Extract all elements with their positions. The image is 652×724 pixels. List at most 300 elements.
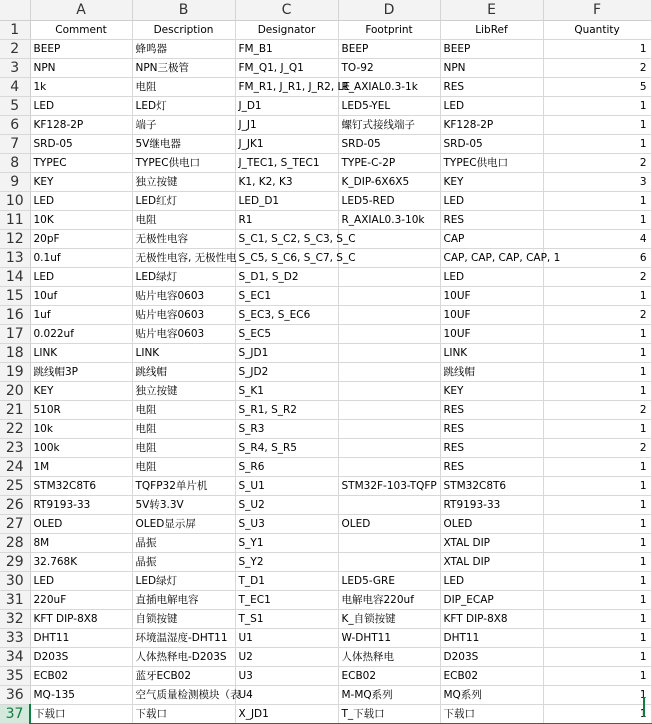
row-number-22[interactable]: 22 xyxy=(0,420,30,439)
cell-e34[interactable]: D203S xyxy=(440,648,543,667)
cell-e30[interactable]: LED xyxy=(440,572,543,591)
row-number-5[interactable]: 5 xyxy=(0,97,30,116)
row-number-27[interactable]: 27 xyxy=(0,515,30,534)
row-number-2[interactable]: 2 xyxy=(0,40,30,59)
cell-d7[interactable]: SRD-05 xyxy=(338,135,440,154)
cell-f4[interactable]: 5 xyxy=(543,78,651,97)
cell-a24[interactable]: 1M xyxy=(30,458,132,477)
cell-e37[interactable]: 下载口 xyxy=(440,705,543,724)
row-number-20[interactable]: 20 xyxy=(0,382,30,401)
cell-b20[interactable]: 独立按键 xyxy=(132,382,235,401)
cell-d1[interactable]: Footprint xyxy=(338,21,440,40)
row-number-11[interactable]: 11 xyxy=(0,211,30,230)
row-number-25[interactable]: 25 xyxy=(0,477,30,496)
row-number-1[interactable]: 1 xyxy=(0,21,30,40)
table-row xyxy=(0,382,651,401)
header-data-row xyxy=(0,21,651,40)
cell-c26[interactable]: S_U2 xyxy=(235,496,338,515)
cell-c21[interactable]: S_R1, S_R2 xyxy=(235,401,338,420)
cell-b30[interactable]: LED绿灯 xyxy=(132,572,235,591)
cell-e12[interactable]: CAP xyxy=(440,230,543,249)
cell-c20[interactable]: S_K1 xyxy=(235,382,338,401)
cell-e21[interactable]: RES xyxy=(440,401,543,420)
table-row xyxy=(0,534,651,553)
table-row xyxy=(0,420,651,439)
cell-d29[interactable] xyxy=(338,553,440,572)
cell-c30[interactable]: T_D1 xyxy=(235,572,338,591)
cell-a36[interactable]: MQ-135 xyxy=(30,686,132,705)
cell-e25[interactable]: STM32C8T6 xyxy=(440,477,543,496)
cell-b14[interactable]: LED绿灯 xyxy=(132,268,235,287)
cell-f22[interactable]: 1 xyxy=(543,420,651,439)
table-row xyxy=(0,610,651,629)
cell-b37[interactable]: 下载口 xyxy=(132,705,235,724)
cell-a29[interactable]: 32.768K xyxy=(30,553,132,572)
table-row xyxy=(0,439,651,458)
cell-d6[interactable]: 螺钉式接线端子 xyxy=(338,116,440,135)
cell-e18[interactable]: LINK xyxy=(440,344,543,363)
row-number-29[interactable]: 29 xyxy=(0,553,30,572)
cell-f30[interactable]: 1 xyxy=(543,572,651,591)
table-row xyxy=(0,306,651,325)
table-row xyxy=(0,287,651,306)
table-row xyxy=(0,154,651,173)
cell-e16[interactable]: 10UF xyxy=(440,306,543,325)
cell-b36[interactable]: 空气质量检测模块（表 xyxy=(132,686,235,705)
cell-a7[interactable]: SRD-05 xyxy=(30,135,132,154)
cell-e27[interactable]: OLED xyxy=(440,515,543,534)
cell-a28[interactable]: 8M xyxy=(30,534,132,553)
table-row xyxy=(0,629,651,648)
cell-e29[interactable]: XTAL DIP xyxy=(440,553,543,572)
cell-f6[interactable]: 1 xyxy=(543,116,651,135)
cell-f29[interactable]: 1 xyxy=(543,553,651,572)
table-row xyxy=(0,705,651,724)
cell-d5[interactable]: LED5-YEL xyxy=(338,97,440,116)
table-row xyxy=(0,572,651,591)
cell-c17[interactable]: S_EC5 xyxy=(235,325,338,344)
table-row xyxy=(0,325,651,344)
cell-e22[interactable]: RES xyxy=(440,420,543,439)
cell-e33[interactable]: DHT11 xyxy=(440,629,543,648)
cell-c16[interactable]: S_EC3, S_EC6 xyxy=(235,306,338,325)
cell-b11[interactable]: 电阻 xyxy=(132,211,235,230)
row-number-10[interactable]: 10 xyxy=(0,192,30,211)
cell-e17[interactable]: 10UF xyxy=(440,325,543,344)
row-number-23[interactable]: 23 xyxy=(0,439,30,458)
cell-b34[interactable]: 人体热释电-D203S xyxy=(132,648,235,667)
table-row xyxy=(0,458,651,477)
cell-c8[interactable]: J_TEC1, S_TEC1 xyxy=(235,154,338,173)
cell-e20[interactable]: KEY xyxy=(440,382,543,401)
cell-f16[interactable]: 2 xyxy=(543,306,651,325)
cell-a5[interactable]: LED xyxy=(30,97,132,116)
table-row xyxy=(0,667,651,686)
cell-f3[interactable]: 2 xyxy=(543,59,651,78)
cell-a15[interactable]: 10uf xyxy=(30,287,132,306)
cell-f21[interactable]: 2 xyxy=(543,401,651,420)
cell-f28[interactable]: 1 xyxy=(543,534,651,553)
cell-b24[interactable]: 电阻 xyxy=(132,458,235,477)
cell-c19[interactable]: S_JD2 xyxy=(235,363,338,382)
cell-b28[interactable]: 晶振 xyxy=(132,534,235,553)
cell-b31[interactable]: 直插电解电容 xyxy=(132,591,235,610)
cell-d32[interactable]: K_自锁按键 xyxy=(338,610,440,629)
table-row xyxy=(0,135,651,154)
cell-f32[interactable]: 1 xyxy=(543,610,651,629)
cell-f36[interactable]: 1 xyxy=(543,686,651,705)
cell-c10[interactable]: LED_D1 xyxy=(235,192,338,211)
cell-d33[interactable]: W-DHT11 xyxy=(338,629,440,648)
cell-b23[interactable]: 电阻 xyxy=(132,439,235,458)
row-number-35[interactable]: 35 xyxy=(0,667,30,686)
cell-a3[interactable]: NPN xyxy=(30,59,132,78)
cell-a26[interactable]: RT9193-33 xyxy=(30,496,132,515)
table-row xyxy=(0,401,651,420)
cell-c1[interactable]: Designator xyxy=(235,21,338,40)
cell-b1[interactable]: Description xyxy=(132,21,235,40)
cell-a6[interactable]: KF128-2P xyxy=(30,116,132,135)
cell-f1[interactable]: Quantity xyxy=(543,21,651,40)
cell-d30[interactable]: LED5-GRE xyxy=(338,572,440,591)
cell-d36[interactable]: M-MQ系列 xyxy=(338,686,440,705)
cell-c13[interactable]: S_C5, S_C6, S_C7, S_C xyxy=(235,249,338,268)
column-header-e[interactable]: E xyxy=(440,0,543,21)
cell-d28[interactable] xyxy=(338,534,440,553)
cell-d37[interactable]: T_下载口 xyxy=(338,705,440,724)
row-number-14[interactable]: 14 xyxy=(0,268,30,287)
cell-a2[interactable]: BEEP xyxy=(30,40,132,59)
cell-c24[interactable]: S_R6 xyxy=(235,458,338,477)
cell-f20[interactable]: 1 xyxy=(543,382,651,401)
row-number-36[interactable]: 36 xyxy=(0,686,30,705)
cell-f17[interactable]: 1 xyxy=(543,325,651,344)
cell-f19[interactable]: 1 xyxy=(543,363,651,382)
cell-c34[interactable]: U2 xyxy=(235,648,338,667)
cell-b35[interactable]: 蓝牙ECB02 xyxy=(132,667,235,686)
row-number-6[interactable]: 6 xyxy=(0,116,30,135)
cell-a32[interactable]: KFT DIP-8X8 xyxy=(30,610,132,629)
cell-e13[interactable]: CAP, CAP, CAP, CAP, 1 xyxy=(440,249,543,268)
row-number-18[interactable]: 18 xyxy=(0,344,30,363)
cell-e31[interactable]: DIP_ECAP xyxy=(440,591,543,610)
cell-c32[interactable]: T_S1 xyxy=(235,610,338,629)
cell-a8[interactable]: TYPEC xyxy=(30,154,132,173)
cell-e9[interactable]: KEY xyxy=(440,173,543,192)
cell-b12[interactable]: 无极性电容 xyxy=(132,230,235,249)
cell-f10[interactable]: 1 xyxy=(543,192,651,211)
cell-e36[interactable]: MQ系列 xyxy=(440,686,543,705)
cell-a1[interactable]: Comment xyxy=(30,21,132,40)
table-row xyxy=(0,363,651,382)
row-number-15[interactable]: 15 xyxy=(0,287,30,306)
cell-c37[interactable]: X_JD1 xyxy=(235,705,338,724)
cell-b5[interactable]: LED灯 xyxy=(132,97,235,116)
cell-d2[interactable]: BEEP xyxy=(338,40,440,59)
row-number-17[interactable]: 17 xyxy=(0,325,30,344)
cell-b3[interactable]: NPN三极管 xyxy=(132,59,235,78)
row-number-3[interactable]: 3 xyxy=(0,59,30,78)
table-row xyxy=(0,268,651,287)
cell-e35[interactable]: ECB02 xyxy=(440,667,543,686)
cell-b25[interactable]: TQFP32单片机 xyxy=(132,477,235,496)
cell-f13[interactable]: 6 xyxy=(543,249,651,268)
cell-f8[interactable]: 2 xyxy=(543,154,651,173)
cell-b4[interactable]: 电阻 xyxy=(132,78,235,97)
row-number-4[interactable]: 4 xyxy=(0,78,30,97)
cell-d21[interactable] xyxy=(338,401,440,420)
cell-a10[interactable]: LED xyxy=(30,192,132,211)
cell-d11[interactable]: R_AXIAL0.3-10k xyxy=(338,211,440,230)
row-number-31[interactable]: 31 xyxy=(0,591,30,610)
row-number-21[interactable]: 21 xyxy=(0,401,30,420)
cell-e3[interactable]: NPN xyxy=(440,59,543,78)
cell-f24[interactable]: 1 xyxy=(543,458,651,477)
cell-c31[interactable]: T_EC1 xyxy=(235,591,338,610)
cell-d16[interactable] xyxy=(338,306,440,325)
cell-c22[interactable]: S_R3 xyxy=(235,420,338,439)
row-number-32[interactable]: 32 xyxy=(0,610,30,629)
row-number-33[interactable]: 33 xyxy=(0,629,30,648)
cell-a20[interactable]: KEY xyxy=(30,382,132,401)
cell-c9[interactable]: K1, K2, K3 xyxy=(235,173,338,192)
cell-c2[interactable]: FM_B1 xyxy=(235,40,338,59)
cell-f35[interactable]: 1 xyxy=(543,667,651,686)
cell-b6[interactable]: 端子 xyxy=(132,116,235,135)
cell-a13[interactable]: 0.1uf xyxy=(30,249,132,268)
cell-a33[interactable]: DHT11 xyxy=(30,629,132,648)
cell-a4[interactable]: 1k xyxy=(30,78,132,97)
column-header-d[interactable]: D xyxy=(338,0,440,21)
cell-e8[interactable]: TYPEC供电口 xyxy=(440,154,543,173)
cell-d34[interactable]: 人体热释电 xyxy=(338,648,440,667)
cell-a21[interactable]: 510R xyxy=(30,401,132,420)
table-row xyxy=(0,496,651,515)
cell-f25[interactable]: 1 xyxy=(543,477,651,496)
cell-a27[interactable]: OLED xyxy=(30,515,132,534)
cell-a31[interactable]: 220uF xyxy=(30,591,132,610)
cell-c12[interactable]: S_C1, S_C2, S_C3, S_C xyxy=(235,230,338,249)
cell-f14[interactable]: 2 xyxy=(543,268,651,287)
table-row xyxy=(0,192,651,211)
cell-c27[interactable]: S_U3 xyxy=(235,515,338,534)
cell-d35[interactable]: ECB02 xyxy=(338,667,440,686)
table-row xyxy=(0,97,651,116)
cell-c28[interactable]: S_Y1 xyxy=(235,534,338,553)
cell-e11[interactable]: RES xyxy=(440,211,543,230)
cell-c35[interactable]: U3 xyxy=(235,667,338,686)
cell-b9[interactable]: 独立按键 xyxy=(132,173,235,192)
row-number-7[interactable]: 7 xyxy=(0,135,30,154)
row-number-13[interactable]: 13 xyxy=(0,249,30,268)
cell-f37[interactable]: 1 xyxy=(543,705,651,724)
cell-e1[interactable]: LibRef xyxy=(440,21,543,40)
cell-b27[interactable]: OLED显示屏 xyxy=(132,515,235,534)
cell-d20[interactable] xyxy=(338,382,440,401)
cell-e32[interactable]: KFT DIP-8X8 xyxy=(440,610,543,629)
cell-e7[interactable]: SRD-05 xyxy=(440,135,543,154)
cell-b10[interactable]: LED红灯 xyxy=(132,192,235,211)
cell-f12[interactable]: 4 xyxy=(543,230,651,249)
cell-f9[interactable]: 3 xyxy=(543,173,651,192)
cell-a30[interactable]: LED xyxy=(30,572,132,591)
cell-e6[interactable]: KF128-2P xyxy=(440,116,543,135)
row-number-9[interactable]: 9 xyxy=(0,173,30,192)
cell-a22[interactable]: 10k xyxy=(30,420,132,439)
cell-d27[interactable]: OLED xyxy=(338,515,440,534)
cell-a16[interactable]: 1uf xyxy=(30,306,132,325)
cell-e23[interactable]: RES xyxy=(440,439,543,458)
cell-f23[interactable]: 2 xyxy=(543,439,651,458)
cell-e24[interactable]: RES xyxy=(440,458,543,477)
selection-handle[interactable] xyxy=(643,697,651,717)
cell-d19[interactable] xyxy=(338,363,440,382)
cell-e19[interactable]: 跳线帽 xyxy=(440,363,543,382)
table-row xyxy=(0,686,651,705)
cell-d4[interactable]: R_AXIAL0.3-1k xyxy=(338,78,440,97)
cell-a14[interactable]: LED xyxy=(30,268,132,287)
row-number-34[interactable]: 34 xyxy=(0,648,30,667)
row-number-28[interactable]: 28 xyxy=(0,534,30,553)
cell-e15[interactable]: 10UF xyxy=(440,287,543,306)
cell-f31[interactable]: 1 xyxy=(543,591,651,610)
table-row xyxy=(0,591,651,610)
row-number-30[interactable]: 30 xyxy=(0,572,30,591)
cell-d25[interactable]: STM32F-103-TQFP xyxy=(338,477,440,496)
cell-b21[interactable]: 电阻 xyxy=(132,401,235,420)
cell-b19[interactable]: 跳线帽 xyxy=(132,363,235,382)
table-row xyxy=(0,173,651,192)
table-row xyxy=(0,553,651,572)
cell-c14[interactable]: S_D1, S_D2 xyxy=(235,268,338,287)
cell-a34[interactable]: D203S xyxy=(30,648,132,667)
cell-b22[interactable]: 电阻 xyxy=(132,420,235,439)
cell-f26[interactable]: 1 xyxy=(543,496,651,515)
column-header-f[interactable]: F xyxy=(543,0,651,21)
cell-c18[interactable]: S_JD1 xyxy=(235,344,338,363)
table-row xyxy=(0,648,651,667)
cell-a9[interactable]: KEY xyxy=(30,173,132,192)
cell-f33[interactable]: 1 xyxy=(543,629,651,648)
cell-b26[interactable]: 5V转3.3V xyxy=(132,496,235,515)
cell-c15[interactable]: S_EC1 xyxy=(235,287,338,306)
cell-a37[interactable]: 下载口 xyxy=(30,705,132,724)
row-number-19[interactable]: 19 xyxy=(0,363,30,382)
cell-c36[interactable]: U4 xyxy=(235,686,338,705)
cell-c25[interactable]: S_U1 xyxy=(235,477,338,496)
cell-f11[interactable]: 1 xyxy=(543,211,651,230)
cell-b32[interactable]: 自锁按键 xyxy=(132,610,235,629)
cell-d10[interactable]: LED5-RED xyxy=(338,192,440,211)
cell-f15[interactable]: 1 xyxy=(543,287,651,306)
cell-d24[interactable] xyxy=(338,458,440,477)
cell-c3[interactable]: FM_Q1, J_Q1 xyxy=(235,59,338,78)
cell-f2[interactable]: 1 xyxy=(543,40,651,59)
cell-e26[interactable]: RT9193-33 xyxy=(440,496,543,515)
cell-c4[interactable]: FM_R1, J_R1, J_R2, LE xyxy=(235,78,338,97)
row-number-37[interactable]: 37 xyxy=(0,705,30,724)
table-row xyxy=(0,116,651,135)
cell-f34[interactable]: 1 xyxy=(543,648,651,667)
row-number-26[interactable]: 26 xyxy=(0,496,30,515)
cell-b29[interactable]: 晶振 xyxy=(132,553,235,572)
cell-b33[interactable]: 环境温湿度-DHT11 xyxy=(132,629,235,648)
cell-d8[interactable]: TYPE-C-2P xyxy=(338,154,440,173)
cell-a18[interactable]: LINK xyxy=(30,344,132,363)
table-row xyxy=(0,59,651,78)
cell-d14[interactable] xyxy=(338,268,440,287)
cell-f5[interactable]: 1 xyxy=(543,97,651,116)
table-row xyxy=(0,211,651,230)
cell-a12[interactable]: 20pF xyxy=(30,230,132,249)
cell-d3[interactable]: TO-92 xyxy=(338,59,440,78)
cell-b8[interactable]: TYPEC供电口 xyxy=(132,154,235,173)
cell-f7[interactable]: 1 xyxy=(543,135,651,154)
cell-d15[interactable] xyxy=(338,287,440,306)
cell-e2[interactable]: BEEP xyxy=(440,40,543,59)
cell-d18[interactable] xyxy=(338,344,440,363)
cell-c6[interactable]: J_J1 xyxy=(235,116,338,135)
cell-c23[interactable]: S_R4, S_R5 xyxy=(235,439,338,458)
cell-a25[interactable]: STM32C8T6 xyxy=(30,477,132,496)
cell-d31[interactable]: 电解电容220uf xyxy=(338,591,440,610)
cell-c7[interactable]: J_JK1 xyxy=(235,135,338,154)
table-row xyxy=(0,78,651,97)
cell-d17[interactable] xyxy=(338,325,440,344)
cell-a35[interactable]: ECB02 xyxy=(30,667,132,686)
cell-e28[interactable]: XTAL DIP xyxy=(440,534,543,553)
table-row xyxy=(0,477,651,496)
table-row xyxy=(0,515,651,534)
cell-e14[interactable]: LED xyxy=(440,268,543,287)
row-number-12[interactable]: 12 xyxy=(0,230,30,249)
cell-c33[interactable]: U1 xyxy=(235,629,338,648)
column-header-b[interactable]: B xyxy=(132,0,235,21)
cell-c11[interactable]: R1 xyxy=(235,211,338,230)
cell-d26[interactable] xyxy=(338,496,440,515)
column-header-a[interactable]: A xyxy=(30,0,132,21)
column-header-row xyxy=(0,0,651,21)
cell-e4[interactable]: RES xyxy=(440,78,543,97)
cell-e10[interactable]: LED xyxy=(440,192,543,211)
cell-b18[interactable]: LINK xyxy=(132,344,235,363)
cell-a23[interactable]: 100k xyxy=(30,439,132,458)
cell-f27[interactable]: 1 xyxy=(543,515,651,534)
column-header-c[interactable]: C xyxy=(235,0,338,21)
row-number-16[interactable]: 16 xyxy=(0,306,30,325)
cell-f18[interactable]: 1 xyxy=(543,344,651,363)
select-all-corner[interactable] xyxy=(0,0,30,21)
cell-a19[interactable]: 跳线帽3P xyxy=(30,363,132,382)
cell-b16[interactable]: 贴片电容0603 xyxy=(132,306,235,325)
row-number-24[interactable]: 24 xyxy=(0,458,30,477)
cell-d9[interactable]: K_DIP-6X6X5 xyxy=(338,173,440,192)
cell-c29[interactable]: S_Y2 xyxy=(235,553,338,572)
cell-b15[interactable]: 贴片电容0603 xyxy=(132,287,235,306)
cell-b17[interactable]: 贴片电容0603 xyxy=(132,325,235,344)
cell-e5[interactable]: LED xyxy=(440,97,543,116)
cell-b2[interactable]: 蜂鸣器 xyxy=(132,40,235,59)
cell-b7[interactable]: 5V继电器 xyxy=(132,135,235,154)
row-number-8[interactable]: 8 xyxy=(0,154,30,173)
cell-a17[interactable]: 0.022uf xyxy=(30,325,132,344)
cell-d23[interactable] xyxy=(338,439,440,458)
cell-a11[interactable]: 10K xyxy=(30,211,132,230)
table-row xyxy=(0,344,651,363)
cell-d22[interactable] xyxy=(338,420,440,439)
cell-c5[interactable]: J_D1 xyxy=(235,97,338,116)
cell-b13[interactable]: 无极性电容, 无极性电 xyxy=(132,249,235,268)
